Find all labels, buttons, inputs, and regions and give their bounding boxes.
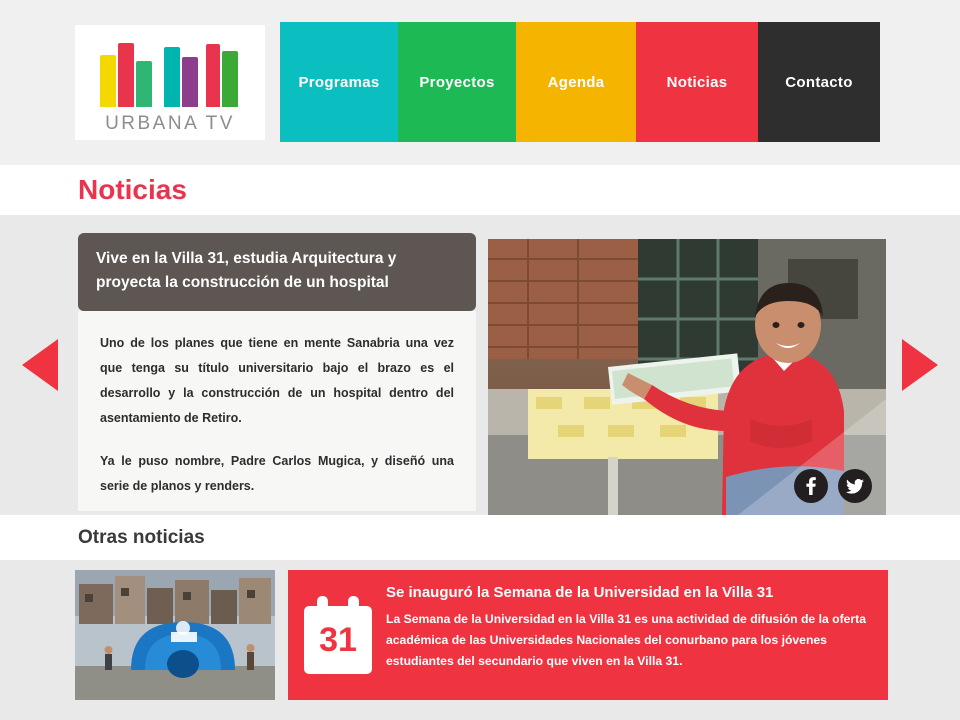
logo[interactable] bbox=[75, 25, 265, 140]
news-thumbnail[interactable] bbox=[75, 570, 275, 700]
other-news-header bbox=[0, 515, 960, 560]
news-card[interactable] bbox=[288, 570, 888, 700]
featured-text-column bbox=[78, 233, 476, 511]
nav-item-noticias[interactable]: Noticias bbox=[636, 22, 758, 142]
logo-bar-4 bbox=[164, 47, 180, 107]
calendar-icon bbox=[298, 580, 378, 690]
facebook-glyph bbox=[806, 477, 816, 495]
featured-article bbox=[0, 215, 960, 515]
logo-bar-2 bbox=[136, 61, 152, 107]
logo-bar-7 bbox=[206, 44, 220, 107]
page-title-bar bbox=[0, 165, 960, 215]
logo-bar-5 bbox=[182, 57, 198, 107]
featured-body bbox=[78, 311, 476, 511]
calendar-day-number: 31 bbox=[319, 620, 357, 659]
featured-paragraph-1: Uno de los planes que tiene en mente Sanabria una vez que tenga su título universitario bajo el brazo es el desarrollo y la construcción de un hospital dentro del asentamiento de Retiro. bbox=[100, 336, 454, 425]
social-buttons bbox=[794, 469, 872, 503]
other-news-title: Otras noticias bbox=[78, 526, 205, 548]
nav-item-contacto[interactable]: Contacto bbox=[758, 22, 880, 142]
news-card-text bbox=[378, 580, 874, 690]
news-card-description: La Semana de la Universidad en la Villa 31 es una actividad de difusión de la oferta académica de las Universidades Nacionales del conurbano para los jóvenes estudiantes del secundario que viven en la Villa 31. bbox=[386, 612, 866, 668]
facebook-icon[interactable] bbox=[794, 469, 828, 503]
featured-paragraph-2: Ya le puso nombre, Padre Carlos Mugica, y diseñó una serie de planos y renders. bbox=[100, 454, 454, 493]
logo-bar-1 bbox=[118, 43, 134, 107]
news-card-title: Se inauguró la Semana de la Universidad en la Villa 31 bbox=[386, 584, 774, 601]
logo-bar-8 bbox=[222, 51, 238, 107]
twitter-glyph bbox=[846, 479, 864, 494]
twitter-icon[interactable] bbox=[838, 469, 872, 503]
other-news-list bbox=[0, 560, 960, 720]
nav-item-programas[interactable]: Programas bbox=[280, 22, 398, 142]
main-navigation bbox=[280, 22, 880, 142]
nav-item-proyectos[interactable]: Proyectos bbox=[398, 22, 516, 142]
site-header bbox=[0, 0, 960, 165]
logo-text: URBANA TV bbox=[105, 113, 235, 134]
carousel-next-arrow-icon[interactable] bbox=[902, 339, 938, 391]
logo-bar-0 bbox=[100, 55, 116, 107]
page-title: Noticias bbox=[78, 174, 187, 205]
nav-item-agenda[interactable]: Agenda bbox=[516, 22, 636, 142]
featured-headline[interactable]: Vive en la Villa 31, estudia Arquitectura y proyecta la construcción de un hospital bbox=[78, 233, 476, 311]
news-thumbnail-illustration bbox=[75, 570, 275, 700]
logo-bars-icon bbox=[100, 39, 240, 107]
logo-bar-3 bbox=[154, 39, 164, 107]
featured-photo[interactable] bbox=[488, 239, 886, 515]
carousel-prev-arrow-icon[interactable] bbox=[22, 339, 58, 391]
